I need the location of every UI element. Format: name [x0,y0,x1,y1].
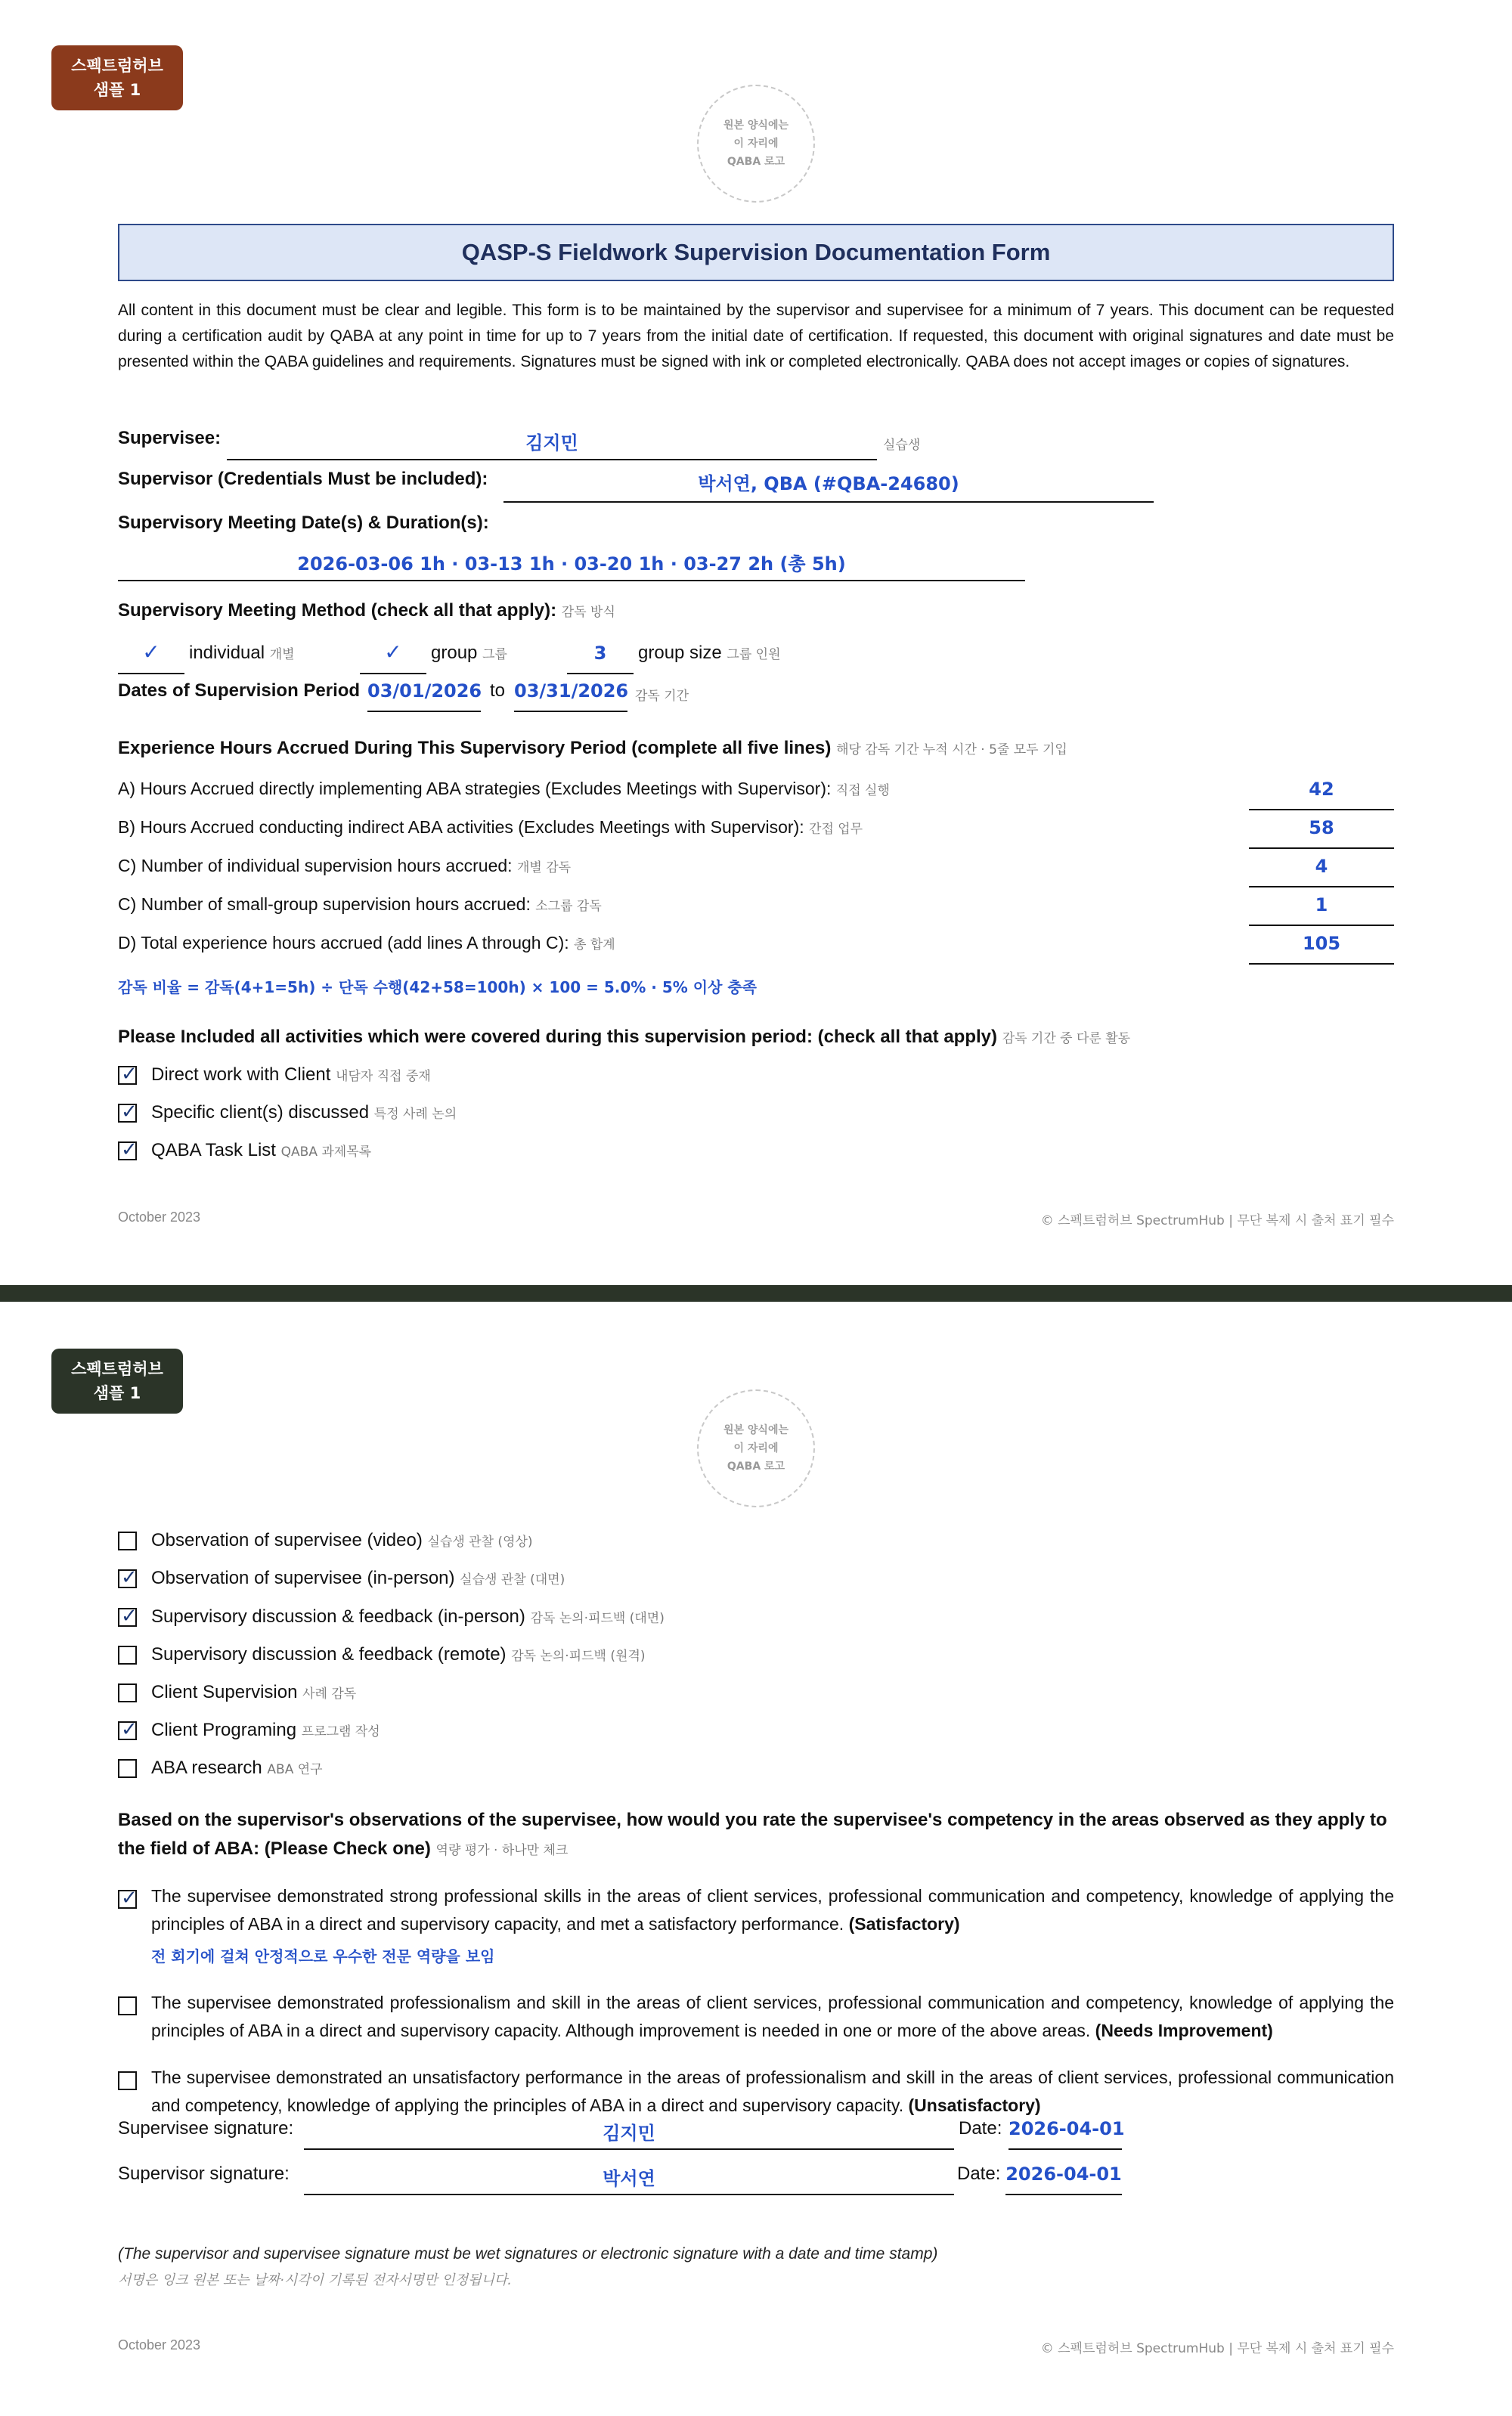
activity-client-programing [151,1720,380,1741]
group-size-label-text: group size [638,643,722,663]
supervisee-signature-label: Supervisee signature: [118,2118,294,2139]
checkbox-observation-video[interactable] [118,1532,137,1550]
group-label [431,643,507,664]
group-size-label [638,643,781,664]
hours-row-c1 [118,856,571,876]
supervisor-date-value[interactable]: 2026-04-01 [1005,2164,1122,2185]
footer-copyright: © 스펙트럼허브 SpectrumHub | 무단 복제 시 출처 표기 필수 [1040,2341,1394,2356]
activity-client-programing-hint: 프로그램 작성 [301,1724,380,1739]
group-underline [360,673,426,674]
activities-heading [118,1027,1130,1048]
hours-row-c2-label: C) Number of small-group supervision hours accrued: [118,894,531,914]
activity-task-list [151,1140,371,1161]
checkbox-client-supervision[interactable] [118,1683,137,1702]
activity-observation-video-label: Observation of supervisee (video) [151,1530,423,1550]
activity-observation-in-person-label: Observation of supervisee (in-person) [151,1568,455,1588]
supervisee-date-underline [1009,2148,1122,2150]
hours-heading-text: Experience Hours Accrued During This Supervisory Period (complete all five lines) [118,738,832,758]
group-size-hint: 그룹 인원 [727,647,781,662]
activity-discussion-in-person-label: Supervisory discussion & feedback (in-person) [151,1606,525,1627]
activity-client-programing-label: Client Programing [151,1720,297,1740]
supervisee-date-label: Date: [959,2118,1002,2139]
logo-line-1: 원본 양식에는 [723,119,789,132]
rating-unsatisfactory [151,2064,1394,2120]
activity-observation-video [151,1530,533,1551]
group-size-value[interactable]: 3 [593,643,607,664]
supervisee-signature-value[interactable]: 김지민 [603,2123,655,2144]
checkbox-observation-in-person[interactable] [118,1569,137,1588]
period-start[interactable]: 03/01/2026 [367,680,482,702]
activity-task-list-hint: QABA 과제목록 [280,1145,372,1160]
meeting-method-hint: 감독 방식 [561,605,615,620]
hours-heading-hint: 해당 감독 기간 누적 시간 · 5줄 모두 기입 [836,742,1067,757]
competency-heading-line-1: Based on the supervisor's observations of the supervisee, how would you rate the supervisee's competency in the areas observed as they apply to [118,1810,1387,1830]
satisfactory-note: 전 회기에 걸쳐 안정적으로 우수한 전문 역량을 보임 [151,1947,495,1965]
checkbox-client-programing[interactable] [118,1721,137,1740]
activities-heading-hint: 감독 기간 중 다룬 활동 [1002,1031,1131,1046]
supervisee-value[interactable]: 김지민 [525,432,578,454]
competency-heading-line-2 [118,1838,568,1860]
rating-satisfactory-text: The supervisee demonstrated strong professional skills in the areas of client services, professional communication and competency, knowledge of applying the principles of ABA in a direct and supervisory capacity, and met a satisfactory performance. [151,1886,1394,1934]
logo-line-3: QABA 로고 [727,156,785,168]
brand-badge [51,1349,183,1414]
supervisor-date-label: Date: [957,2164,1001,2184]
activity-client-supervision-label: Client Supervision [151,1682,298,1702]
meeting-dates-label: Supervisory Meeting Date(s) & Duration(s): [118,513,489,533]
period-end[interactable]: 03/31/2026 [514,680,629,702]
activity-specific-clients [151,1102,457,1123]
supervisor-label: Supervisor (Credentials Must be included): [118,469,488,489]
group-label-text: group [431,643,478,663]
hours-row-d-underline [1249,963,1394,965]
logo-line-3: QABA 로고 [727,1460,785,1473]
checkbox-satisfactory[interactable] [118,1890,137,1909]
hours-row-c1-value[interactable]: 4 [1315,856,1328,877]
hours-row-a-value[interactable]: 42 [1309,779,1334,800]
activity-client-supervision [151,1682,356,1703]
supervision-ratio-note: 감독 비율 = 감독(4+1=5h) ÷ 단독 수행(42+58=100h) × 100 = 5.0% · 5% 이상 충족 [118,978,757,996]
hours-row-c2 [118,894,602,915]
activity-aba-research [151,1758,323,1779]
group-size-underline [567,673,634,674]
checkbox-unsatisfactory[interactable] [118,2071,137,2090]
badge-line-2: 샘플 1 [93,81,141,99]
rating-satisfactory [151,1882,1394,1938]
meeting-method-label-text: Supervisory Meeting Method (check all that apply): [118,600,557,621]
hours-row-d [118,933,615,953]
supervisee-signature-underline [304,2148,954,2150]
individual-underline [118,673,184,674]
hours-row-c1-label: C) Number of individual supervision hours accrued: [118,856,513,875]
brand-badge [51,45,183,110]
badge-line-2: 샘플 1 [93,1384,141,1402]
hours-row-b-label: B) Hours Accrued conducting indirect ABA activities (Excludes Meetings with Supervisor): [118,817,804,837]
meeting-dates-value[interactable]: 2026-03-06 1h · 03-13 1h · 03-20 1h · 03-27 2h (총 5h) [297,553,846,575]
activity-discussion-in-person [151,1606,665,1628]
activity-direct-work-hint: 내담자 직접 중재 [336,1069,431,1084]
intro-paragraph: All content in this document must be clear and legible. This form is to be maintained by the supervisor and supervisee for a minimum of 7 years. This document can be requested during a certification audit by QABA at any point in time for up to 7 years from the initial date of certification. If requested, this document with original signatures and date must be presented within the QABA guidelines and requirements. Signatures must be signed with ink or completed electronically. QABA does not accept images or copies of signatures. [118,302,1394,370]
supervisor-date-underline [1005,2194,1122,2195]
checkbox-needs-improvement[interactable] [118,1996,137,2015]
activity-discussion-remote-hint: 감독 논의·피드백 (원격) [511,1649,646,1664]
rating-needs-improvement-text: The supervisee demonstrated professionalism and skill in the areas of client services, professional communication and competency, knowledge of applying the principles of ABA in a direct and supervisory capacity. Although improvement is needed in one or more of the above areas. [151,1993,1394,2040]
activity-observation-in-person-hint: 실습생 관찰 (대면) [460,1572,565,1587]
activity-direct-work-label: Direct work with Client [151,1064,331,1085]
period-end-underline [514,711,627,712]
group-hint: 그룹 [482,647,507,662]
meeting-dates-underline [118,580,1025,581]
competency-heading-hint: 역량 평가 · 하나만 체크 [435,1843,569,1858]
hours-row-b-hint: 간접 업무 [809,822,863,837]
form-title: QASP-S Fieldwork Supervision Documentation Form [118,224,1394,281]
checkbox-discussion-in-person[interactable] [118,1608,137,1627]
logo-placeholder [697,1389,815,1507]
activity-observation-video-hint: 실습생 관찰 (영상) [427,1535,533,1550]
checkbox-discussion-remote[interactable] [118,1646,137,1665]
hours-row-b [118,817,863,838]
hours-row-c2-underline [1249,925,1394,926]
rating-satisfactory-tag: (Satisfactory) [848,1914,960,1934]
supervisor-signature-value[interactable]: 박서연 [603,2168,655,2189]
rating-unsatisfactory-tag: (Unsatisfactory) [908,2095,1041,2115]
hours-row-a [118,779,890,799]
supervisee-label: Supervisee: [118,428,222,448]
period-to: to [490,680,506,701]
supervisor-value[interactable]: 박서연, QBA (#QBA-24680) [698,473,959,494]
hours-row-d-label: D) Total experience hours accrued (add lines A through C): [118,933,569,952]
checkbox-aba-research[interactable] [118,1759,137,1778]
footer-date: October 2023 [118,2337,201,2353]
activity-discussion-remote-label: Supervisory discussion & feedback (remote) [151,1644,507,1665]
hours-row-d-value[interactable]: 105 [1302,933,1341,954]
activity-observation-in-person [151,1568,565,1589]
activity-aba-research-label: ABA research [151,1758,262,1778]
activity-specific-clients-label: Specific client(s) discussed [151,1102,370,1123]
logo-line-2: 이 자리에 [733,138,779,150]
hours-row-c1-underline [1249,886,1394,887]
individual-label [189,643,295,664]
checkbox-specific-clients[interactable] [118,1104,137,1123]
activity-discussion-remote [151,1644,646,1665]
hours-row-a-hint: 직접 실행 [835,783,890,798]
period-hint: 감독 기간 [635,689,689,704]
competency-heading-line-2-text: the field of ABA: (Please Check one) [118,1838,431,1859]
activities-heading-text: Please Included all activities which were covered during this supervision period: (check all that apply) [118,1027,998,1047]
hours-row-b-value[interactable]: 58 [1309,817,1334,838]
hours-row-b-underline [1249,847,1394,849]
rating-needs-improvement-tag: (Needs Improvement) [1095,2021,1273,2040]
page-2 [0,1302,1512,2416]
rating-unsatisfactory-text: The supervisee demonstrated an unsatisfactory performance in the areas of professionalism and skill in the areas of client services, professional communication and competency, knowledge of applying the principles of ABA in a direct and supervisory capacity. [151,2068,1394,2115]
signature-note: (The supervisor and supervisee signature must be wet signatures or electronic signature with a date and time stamp) [118,2245,938,2263]
hours-row-c2-hint: 소그룹 감독 [535,899,602,914]
hours-row-a-underline [1249,809,1394,810]
meeting-method-label [118,600,615,621]
group-check[interactable]: ✓ [384,640,402,664]
footer-date: October 2023 [118,1210,201,1225]
supervisee-date-value[interactable]: 2026-04-01 [1009,2118,1125,2139]
activity-direct-work [151,1064,431,1086]
checkbox-task-list[interactable] [118,1141,137,1160]
supervisor-underline [503,501,1154,503]
hours-row-a-label: A) Hours Accrued directly implementing ABA strategies (Excludes Meetings with Supervisor): [118,779,832,798]
footer-copyright: © 스펙트럼허브 SpectrumHub | 무단 복제 시 출처 표기 필수 [1040,1213,1394,1228]
logo-line-2: 이 자리에 [733,1442,779,1454]
logo-line-1: 원본 양식에는 [723,1424,789,1436]
page-divider [0,1285,1512,1302]
supervisor-signature-label: Supervisor signature: [118,2164,290,2184]
individual-hint: 개별 [269,647,295,662]
rating-needs-improvement [151,1989,1394,2045]
signature-note-ko: 서명은 잉크 원본 또는 날짜·시각이 기록된 전자서명만 인정됩니다. [118,2272,512,2288]
activity-aba-research-hint: ABA 연구 [267,1762,323,1777]
hours-row-c1-hint: 개별 감독 [516,860,572,875]
hours-row-c2-value[interactable]: 1 [1315,894,1328,915]
activity-client-supervision-hint: 사례 감독 [302,1687,357,1702]
period-start-underline [367,711,481,712]
activity-task-list-label: QABA Task List [151,1140,276,1160]
activity-specific-clients-hint: 특정 사례 논의 [373,1107,457,1122]
period-label: Dates of Supervision Period [118,680,361,701]
badge-line-1: 스펙트럼허브 [71,1360,163,1378]
hours-heading [118,738,1067,759]
supervisor-signature-underline [304,2194,954,2195]
supervisee-underline [227,459,877,460]
logo-placeholder [697,85,815,203]
hours-row-d-hint: 총 합계 [574,937,615,952]
individual-label-text: individual [189,643,265,663]
badge-line-1: 스펙트럼허브 [71,57,163,75]
checkbox-direct-work[interactable] [118,1066,137,1085]
supervisee-hint: 실습생 [883,438,921,453]
individual-check[interactable]: ✓ [142,640,160,664]
activity-discussion-in-person-hint: 감독 논의·피드백 (대면) [530,1611,665,1626]
